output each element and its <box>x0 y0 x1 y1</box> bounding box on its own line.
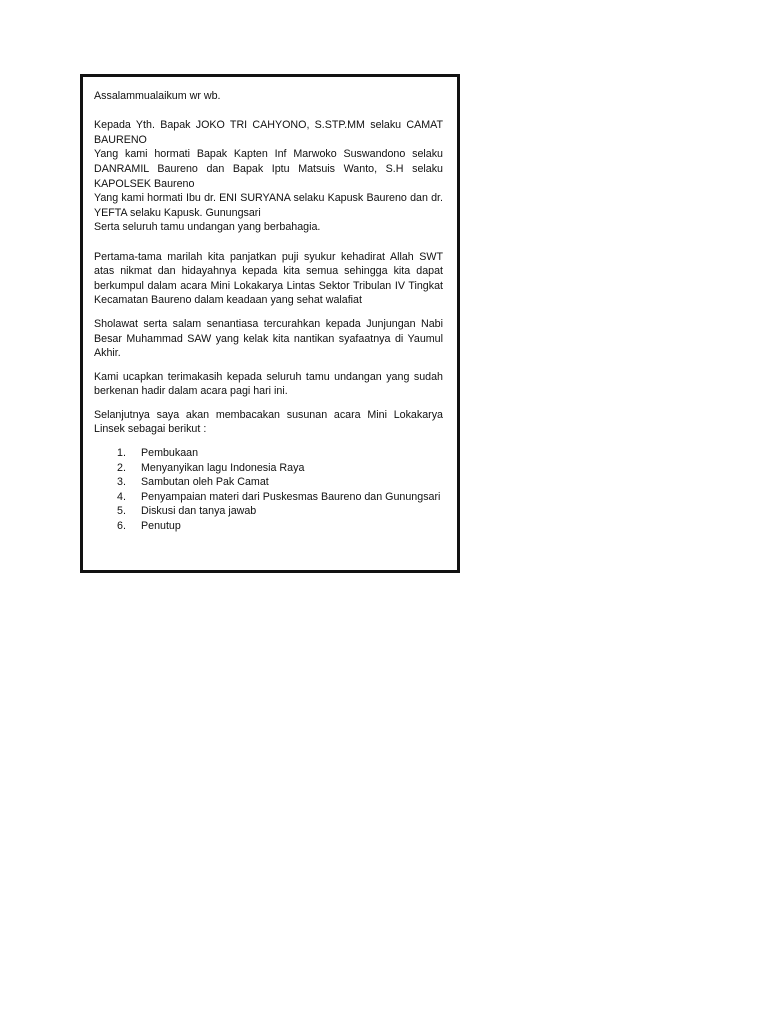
agenda-item-text: Menyanyikan lagu Indonesia Raya <box>141 461 305 474</box>
addressee-line: Kepada Yth. Bapak JOKO TRI CAHYONO, S.STP.MM selaku CAMAT BAURENO <box>94 119 443 146</box>
agenda-item <box>94 504 443 519</box>
agenda-item-text: Sambutan oleh Pak Camat <box>141 476 269 489</box>
spacer <box>94 104 443 119</box>
agenda-item <box>94 519 443 534</box>
agenda-list <box>94 446 443 534</box>
spacer <box>94 399 443 408</box>
agenda-item-number: 5. <box>117 505 126 518</box>
agenda-item-number: 3. <box>117 476 126 489</box>
greeting: Assalammualaikum wr wb. <box>94 90 221 102</box>
addressee-block <box>94 118 443 235</box>
agenda-item-text: Diskusi dan tanya jawab <box>141 505 257 518</box>
thanks-paragraph: Kami ucapkan terimakasih kepada seluruh tamu undangan yang sudah berkenan hadir dalam acara pagi hari ini. <box>94 370 443 398</box>
addressee-line: Serta seluruh tamu undangan yang berbahagia. <box>94 221 321 234</box>
agenda-item-text: Penutup <box>141 520 181 533</box>
agenda-item-number: 4. <box>117 490 126 503</box>
agenda-item-number: 2. <box>117 461 126 474</box>
agenda-item-number: 6. <box>117 520 126 533</box>
agenda-item <box>94 446 443 461</box>
agenda-intro-paragraph: Selanjutnya saya akan membacakan susunan acara Mini Lokakarya Linsek sebagai berikut : <box>94 408 443 436</box>
agenda-item-number: 1. <box>117 447 126 460</box>
spacer <box>94 235 443 250</box>
opening-paragraph: Pertama-tama marilah kita panjatkan puji syukur kehadirat Allah SWT atas nikmat dan hidayahnya kepada kita semua sehingga kita dapat berkumpul dalam acara Mini Lokakarya Lintas Sektor Tribulan IV Tingkat Kecamatan Baureno dalam keadaan yang sehat walafiat <box>94 250 443 307</box>
agenda-item <box>94 475 443 490</box>
spacer <box>94 437 443 446</box>
spacer <box>94 361 443 370</box>
document-frame <box>80 74 460 573</box>
addressee-line: Yang kami hormati Ibu dr. ENI SURYANA selaku Kapusk Baureno dan dr. YEFTA selaku Kapusk. Gunungsari <box>94 192 443 219</box>
agenda-item-text: Penyampaian materi dari Puskesmas Baureno dan Gunungsari <box>141 490 441 503</box>
agenda-item-text: Pembukaan <box>141 447 199 460</box>
agenda-item <box>94 461 443 476</box>
agenda-item <box>94 490 443 505</box>
sholawat-paragraph: Sholawat serta salam senantiasa tercurahkan kepada Junjungan Nabi Besar Muhammad SAW yang kelak kita nantikan syafaatnya di Yaumul Akhir. <box>94 317 443 360</box>
addressee-line: Yang kami hormati Bapak Kapten Inf Marwoko Suswandono selaku DANRAMIL Baureno dan Bapak Iptu Matsuis Wanto, S.H selaku KAPOLSEK Baureno <box>94 148 443 190</box>
spacer <box>94 308 443 317</box>
